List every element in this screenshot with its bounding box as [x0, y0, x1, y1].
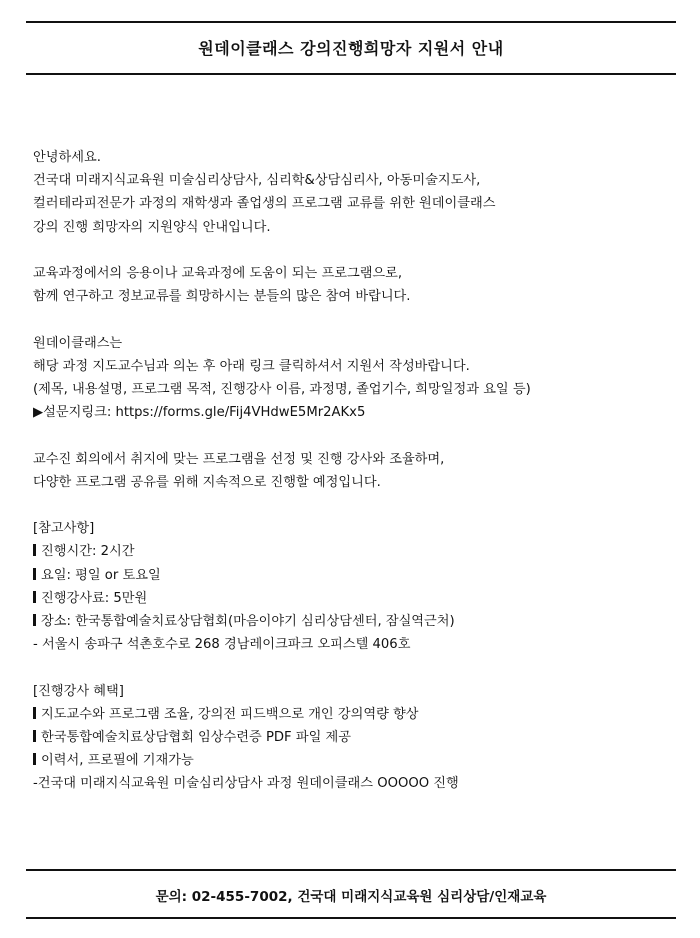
notes-item: 장소: 한국통합예술치료상담협회(마음이야기 심리상담센터, 잠실역근처): [33, 610, 673, 633]
document-body: [33, 146, 673, 819]
apply-paragraph: [33, 332, 673, 425]
bullet-bar-icon: [33, 544, 36, 556]
top-rule: [26, 21, 676, 23]
notes-item: 요일: 평일 or 토요일: [33, 564, 673, 587]
bullet-bar-icon: [33, 568, 36, 580]
address-line: - 서울시 송파구 석촌호수로 268 경남레이크파크 오피스텔 406호: [33, 637, 411, 653]
benefits-item: 한국통합예술치료상담협회 임상수련증 PDF 파일 제공: [33, 726, 673, 749]
title-underline: [26, 73, 676, 75]
benefits-item: 이력서, 프로필에 기재가능: [33, 749, 673, 772]
intro-line: 건국대 미래지식교육원 미술심리상담사, 심리학&상담심리사, 아동미술지도사,: [33, 173, 481, 189]
survey-link-line: [33, 401, 673, 424]
bullet-bar-icon: [33, 614, 36, 626]
notes-item: 진행시간: 2시간: [33, 540, 673, 563]
bullet-bar-icon: [33, 730, 36, 742]
survey-link-label: ▶설문지링크:: [33, 405, 116, 421]
purpose-line: 교육과정에서의 응용이나 교육과정에 도움이 되는 프로그램으로,: [33, 266, 403, 281]
benefits-item: 지도교수와 프로그램 조율, 강의전 피드백으로 개인 강의역량 향상: [33, 703, 673, 726]
notes-section: [33, 517, 673, 656]
plan-paragraph: [33, 448, 673, 494]
greeting-line: 안녕하세요.: [33, 150, 101, 165]
bullet-bar-icon: [33, 591, 36, 603]
bullet-bar-icon: [33, 753, 36, 765]
intro-paragraph: [33, 146, 673, 239]
footer-top-rule: [26, 869, 676, 871]
intro-line: 컬러테라피전문가 과정의 재학생과 졸업생의 프로그램 교류를 위한 원데이클래스: [33, 196, 496, 212]
benefits-section: [33, 680, 673, 796]
footer-bottom-rule: [26, 917, 676, 919]
apply-line: 해당 과정 지도교수님과 의논 후 아래 링크 클릭하셔서 지원서 작성바랍니다.: [33, 358, 470, 374]
apply-line: 원데이클래스는: [33, 335, 123, 351]
page-title: 원데이클래스 강의진행희망자 지원서 안내: [198, 39, 504, 58]
bullet-bar-icon: [33, 707, 36, 719]
plan-line: 다양한 프로그램 공유를 위해 지속적으로 진행할 예정입니다.: [33, 474, 381, 490]
benefits-final-line: -건국대 미래지식교육원 미술심리상담사 과정 원데이클래스 OOOOO 진행: [33, 776, 459, 792]
survey-link[interactable]: https://forms.gle/Fij4VHdwE5Mr2AKx5: [115, 405, 366, 421]
plan-line: 교수진 회의에서 취지에 맞는 프로그램을 선정 및 진행 강사와 조율하며,: [33, 451, 445, 467]
purpose-line: 함께 연구하고 정보교류를 희망하시는 분들의 많은 참여 바랍니다.: [33, 289, 411, 305]
intro-line: 강의 진행 희망자의 지원양식 안내입니다.: [33, 219, 271, 235]
purpose-paragraph: [33, 262, 673, 308]
benefits-heading: [진행강사 혜택]: [33, 683, 124, 699]
notes-heading: [참고사항]: [33, 521, 95, 537]
contact-footer: 문의: 02-455-7002, 건국대 미래지식교육원 심리상담/인재교육: [155, 889, 547, 905]
apply-line: (제목, 내용설명, 프로그램 목적, 진행강사 이름, 과정명, 졸업기수, 희망일정과 요일 등): [33, 382, 531, 397]
notes-item: 진행강사료: 5만원: [33, 587, 673, 610]
